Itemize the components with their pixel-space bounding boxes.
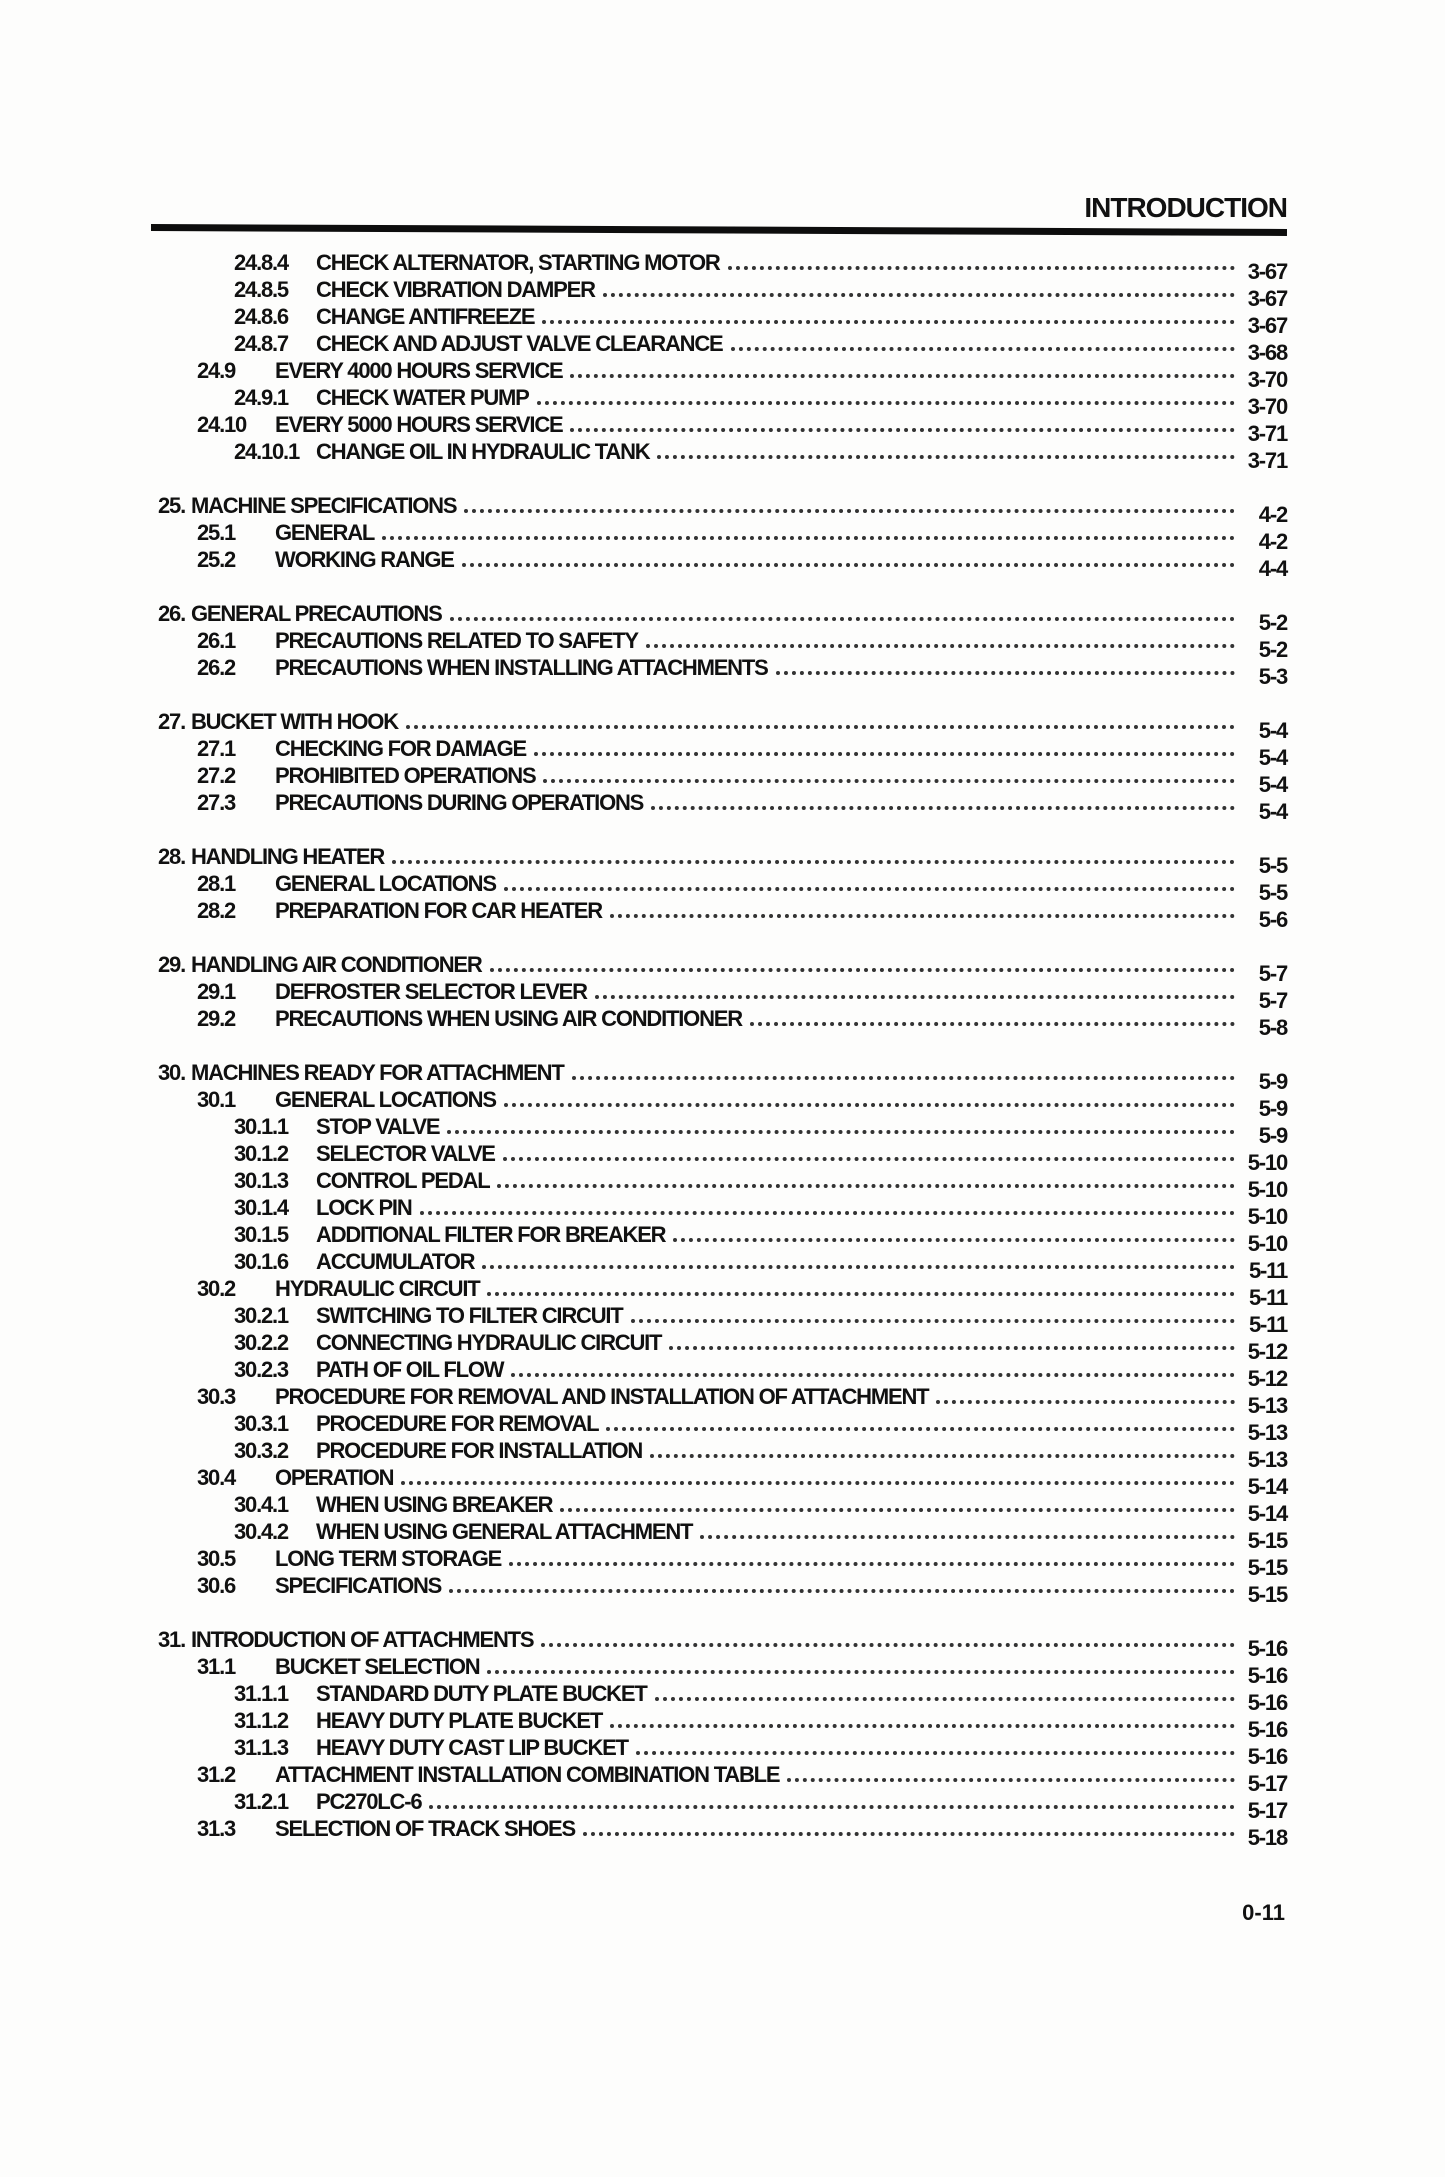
toc-entry-page: 5-13: [1247, 1420, 1287, 1445]
toc-entry-number: 26.1: [197, 628, 236, 653]
toc-entry-number: 30.2: [197, 1276, 236, 1301]
toc-entry[interactable]: [150, 869, 1287, 905]
toc-entry-title: PROHIBITED OPERATIONS: [275, 763, 536, 788]
toc-entry-title: CHECK AND ADJUST VALVE CLEARANCE: [316, 331, 723, 356]
toc-entry-page: 5-4: [1258, 799, 1287, 824]
dot-leader: [631, 1319, 1235, 1323]
toc-entry-page: 5-4: [1258, 772, 1287, 797]
toc-entry-page: 5-5: [1258, 853, 1287, 878]
dot-leader: [655, 1697, 1235, 1701]
toc-entry-number: 30.4.2: [234, 1519, 288, 1544]
toc-entry[interactable]: [150, 1679, 1287, 1715]
dot-leader: [610, 914, 1235, 918]
toc-entry-number: 28.2: [197, 898, 236, 923]
page-number: 0-11: [1242, 1900, 1285, 1925]
dot-leader: [776, 671, 1235, 675]
toc-entry[interactable]: [150, 1544, 1287, 1580]
dot-leader: [401, 1481, 1235, 1485]
dot-leader: [462, 563, 1235, 567]
dot-leader: [603, 293, 1235, 297]
toc-entry-title: LOCK PIN: [316, 1195, 412, 1220]
toc-entry-number: 30.1.3: [234, 1168, 288, 1193]
dot-leader: [750, 1022, 1235, 1026]
toc-entry-number: 31.3: [197, 1816, 236, 1841]
toc-entry-number: 25.: [158, 493, 185, 518]
dot-leader: [447, 1130, 1235, 1134]
toc-entry-number: 30.6: [197, 1573, 236, 1598]
toc-entry[interactable]: [150, 1193, 1287, 1229]
dot-leader: [504, 887, 1235, 891]
dot-leader: [450, 617, 1235, 621]
toc-entry-title: PRECAUTIONS WHEN INSTALLING ATTACHMENTS: [275, 655, 768, 680]
toc-entry-page: 5-9: [1258, 1069, 1287, 1094]
toc-entry-title: PRECAUTIONS RELATED TO SAFETY: [275, 628, 638, 653]
toc-entry[interactable]: [150, 437, 1287, 473]
dot-leader: [464, 509, 1235, 513]
toc-entry-page: 5-2: [1258, 637, 1287, 662]
toc-entry-number: 27.2: [197, 763, 236, 788]
toc-entry-number: 25.1: [197, 520, 236, 545]
toc-entry[interactable]: [150, 1760, 1287, 1796]
toc-entry-number: 30.1.2: [234, 1141, 288, 1166]
toc-entry-number: 24.10: [197, 412, 247, 437]
toc-entry-title: CHECK VIBRATION DAMPER: [316, 277, 595, 302]
toc-entry[interactable]: [150, 1247, 1287, 1283]
toc-entry-number: 27.: [158, 709, 185, 734]
toc-entry[interactable]: [150, 383, 1287, 419]
toc-entry-number: 30.4.1: [234, 1492, 288, 1517]
toc-entry-page: 5-3: [1258, 664, 1287, 689]
toc-entry[interactable]: [150, 950, 1287, 986]
toc-entry-page: 5-16: [1247, 1636, 1287, 1661]
toc-entry-number: 28.1: [197, 871, 236, 896]
toc-entry-title: BUCKET WITH HOOK: [190, 709, 398, 734]
toc-entry-page: 5-15: [1247, 1582, 1287, 1607]
toc-entry-title: PROCEDURE FOR REMOVAL AND INSTALLATION OF ATTACHMENT: [275, 1384, 929, 1409]
toc-entry-number: 30.3.2: [234, 1438, 288, 1463]
toc-entry[interactable]: [150, 1733, 1287, 1769]
toc-entry[interactable]: [150, 1517, 1287, 1553]
toc-entry[interactable]: [150, 761, 1287, 797]
toc-entry-title: DEFROSTER SELECTOR LEVER: [275, 979, 587, 1004]
toc-entry-title: BUCKET SELECTION: [275, 1654, 480, 1679]
dot-leader: [490, 968, 1235, 972]
dot-leader: [504, 1103, 1235, 1107]
toc-entry[interactable]: [150, 1328, 1287, 1364]
toc-entry-number: 31.2: [197, 1762, 236, 1787]
toc-entry-page: 5-2: [1258, 610, 1287, 635]
dot-leader: [606, 1427, 1235, 1431]
toc-entry-title: MACHINES READY FOR ATTACHMENT: [190, 1060, 564, 1085]
dot-leader: [636, 1751, 1235, 1755]
toc-entry-page: 5-4: [1258, 745, 1287, 770]
dot-leader: [700, 1535, 1235, 1539]
toc-entry-page: 5-12: [1247, 1339, 1287, 1364]
toc-entry-number: 31.1.3: [234, 1735, 288, 1760]
toc-entry-page: 3-67: [1247, 259, 1287, 284]
toc-entry-number: 29.2: [197, 1006, 236, 1031]
toc-entry-page: 5-17: [1247, 1798, 1287, 1823]
toc-entry[interactable]: [150, 1625, 1287, 1661]
toc-entry[interactable]: [150, 1139, 1287, 1175]
dot-leader: [570, 428, 1235, 432]
toc-entry-number: 27.1: [197, 736, 236, 761]
toc-entry-number: 29.: [158, 952, 185, 977]
dot-leader: [511, 1373, 1235, 1377]
dot-leader: [541, 1643, 1235, 1647]
toc-entry[interactable]: [150, 1004, 1287, 1040]
toc-entry[interactable]: [150, 896, 1287, 932]
toc-entry-page: 5-14: [1247, 1501, 1287, 1526]
dot-leader: [651, 806, 1235, 810]
toc-entry-page: 5-16: [1247, 1744, 1287, 1769]
toc-entry[interactable]: [150, 1382, 1287, 1418]
toc-entry[interactable]: [150, 1274, 1287, 1310]
toc-entry-page: 5-8: [1258, 1015, 1287, 1040]
toc-entry-title: GENERAL LOCATIONS: [275, 871, 496, 896]
toc-entry-title: HYDRAULIC CIRCUIT: [275, 1276, 480, 1301]
dot-leader: [936, 1400, 1235, 1404]
toc-entry-page: 5-7: [1258, 961, 1287, 986]
toc-entry-number: 30.2.3: [234, 1357, 288, 1382]
toc-entry[interactable]: [150, 977, 1287, 1013]
toc-entry[interactable]: [150, 1220, 1287, 1256]
toc-entry[interactable]: [150, 599, 1287, 635]
toc-entry-title: CHANGE OIL IN HYDRAULIC TANK: [316, 439, 650, 464]
toc-entry-page: 3-68: [1247, 340, 1287, 365]
toc-entry-title: LONG TERM STORAGE: [275, 1546, 502, 1571]
toc-entry-number: 31.1.2: [234, 1708, 288, 1733]
toc-entry-page: 3-67: [1247, 313, 1287, 338]
toc-entry-number: 26.2: [197, 655, 236, 680]
toc-entry-page: 5-16: [1247, 1690, 1287, 1715]
toc-entry-number: 30.1.6: [234, 1249, 288, 1274]
toc-entry-number: 26.: [158, 601, 185, 626]
toc-entry-number: 27.3: [197, 790, 236, 815]
toc-entry[interactable]: [150, 410, 1287, 446]
toc-entry-title: EVERY 4000 HOURS SERVICE: [275, 358, 563, 383]
toc-entry[interactable]: [150, 1058, 1287, 1094]
dot-leader: [657, 455, 1235, 459]
toc-entry-title: CHECK ALTERNATOR, STARTING MOTOR: [316, 250, 720, 275]
toc-entry-page: 5-18: [1247, 1825, 1287, 1850]
toc-entry-number: 31.2.1: [234, 1789, 288, 1814]
toc-entry-page: 4-4: [1258, 556, 1287, 581]
dot-leader: [610, 1724, 1235, 1728]
toc-entry-number: 24.9: [197, 358, 236, 383]
toc-entry-page: 5-6: [1258, 907, 1287, 932]
dot-leader: [542, 320, 1235, 324]
dot-leader: [669, 1346, 1235, 1350]
toc-entry-number: 24.8.5: [234, 277, 288, 302]
dot-leader: [572, 1076, 1235, 1080]
toc-entry-number: 30.3.1: [234, 1411, 288, 1436]
toc-entry-title: GENERAL: [275, 520, 375, 545]
dot-leader: [543, 779, 1235, 783]
toc-entry-number: 28.: [158, 844, 185, 869]
toc-entry[interactable]: [150, 1301, 1287, 1337]
dot-leader: [509, 1562, 1235, 1566]
toc-entry-title: EVERY 5000 HOURS SERVICE: [275, 412, 563, 437]
toc-entry-number: 24.8.6: [234, 304, 288, 329]
toc-entry-title: CONTROL PEDAL: [316, 1168, 490, 1193]
toc-entry-page: 5-7: [1258, 988, 1287, 1013]
toc-entry-page: 5-9: [1258, 1123, 1287, 1148]
toc-entry-page: 5-10: [1247, 1150, 1287, 1175]
toc-entry-number: 24.8.4: [234, 250, 288, 275]
toc-entry-page: 4-2: [1258, 502, 1287, 527]
toc-entry-page: 5-5: [1258, 880, 1287, 905]
toc-entry-page: 4-2: [1258, 529, 1287, 554]
toc-entry-title: SELECTOR VALVE: [316, 1141, 495, 1166]
section-header-title: INTRODUCTION: [1084, 192, 1287, 223]
toc-entry-number: 30.1.1: [234, 1114, 288, 1139]
toc-entry-number: 31.1.1: [234, 1681, 288, 1706]
toc-entry[interactable]: [150, 842, 1287, 878]
toc-entry-title: HANDLING HEATER: [190, 844, 385, 869]
toc-entry[interactable]: [150, 1814, 1287, 1850]
dot-leader: [449, 1589, 1235, 1593]
toc-entry-title: PC270LC-6: [316, 1789, 422, 1814]
header-rule: [151, 224, 1287, 236]
toc-entry-title: HEAVY DUTY PLATE BUCKET: [316, 1708, 603, 1733]
toc-entry-title: INTRODUCTION OF ATTACHMENTS: [190, 1627, 534, 1652]
toc-entry-number: 30.5: [197, 1546, 236, 1571]
toc-entry-title: CONNECTING HYDRAULIC CIRCUIT: [316, 1330, 662, 1355]
toc-entry[interactable]: [150, 275, 1287, 311]
toc-entry-page: 5-10: [1247, 1204, 1287, 1229]
toc-entry-title: WHEN USING BREAKER: [316, 1492, 553, 1517]
dot-leader: [420, 1211, 1235, 1215]
dot-leader: [487, 1670, 1235, 1674]
toc-entry[interactable]: [150, 707, 1287, 743]
toc-entry-title: PROCEDURE FOR REMOVAL: [316, 1411, 599, 1436]
toc-entry-title: SELECTION OF TRACK SHOES: [275, 1816, 575, 1841]
toc-entry-number: 30.3: [197, 1384, 236, 1409]
dot-leader: [497, 1184, 1235, 1188]
table-of-contents: [150, 248, 1287, 1850]
toc-entry-page: 5-16: [1247, 1717, 1287, 1742]
toc-entry[interactable]: [150, 356, 1287, 392]
toc-entry-number: 25.2: [197, 547, 236, 572]
toc-entry[interactable]: [150, 788, 1287, 824]
dot-leader: [382, 536, 1235, 540]
toc-entry-title: ACCUMULATOR: [316, 1249, 475, 1274]
dot-leader: [503, 1157, 1235, 1161]
toc-entry-page: 5-12: [1247, 1366, 1287, 1391]
toc-entry-title: SPECIFICATIONS: [275, 1573, 442, 1598]
toc-entry-page: 5-15: [1247, 1555, 1287, 1580]
toc-entry-page: 5-13: [1247, 1447, 1287, 1472]
toc-entry-title: SWITCHING TO FILTER CIRCUIT: [316, 1303, 623, 1328]
toc-entry-number: 30.1.4: [234, 1195, 288, 1220]
toc-entry-number: 24.9.1: [234, 385, 288, 410]
toc-entry-number: 30.: [158, 1060, 185, 1085]
toc-entry-title: PRECAUTIONS DURING OPERATIONS: [275, 790, 644, 815]
toc-entry[interactable]: [150, 1355, 1287, 1391]
toc-entry[interactable]: [150, 1463, 1287, 1499]
toc-entry-title: STANDARD DUTY PLATE BUCKET: [316, 1681, 647, 1706]
toc-entry-number: 30.2.1: [234, 1303, 288, 1328]
dot-leader: [537, 401, 1235, 405]
toc-entry-number: 31.: [158, 1627, 185, 1652]
dot-leader: [673, 1238, 1235, 1242]
toc-entry-page: 5-17: [1247, 1771, 1287, 1796]
toc-entry[interactable]: [150, 491, 1287, 527]
toc-entry-page: 5-10: [1247, 1177, 1287, 1202]
toc-entry-title: PROCEDURE FOR INSTALLATION: [316, 1438, 643, 1463]
toc-entry-page: 3-71: [1247, 421, 1287, 446]
toc-entry-title: WHEN USING GENERAL ATTACHMENT: [316, 1519, 693, 1544]
toc-entry-title: HANDLING AIR CONDITIONER: [190, 952, 482, 977]
toc-entry-title: HEAVY DUTY CAST LIP BUCKET: [316, 1735, 628, 1760]
toc-entry-title: CHANGE ANTIFREEZE: [316, 304, 535, 329]
dot-leader: [646, 644, 1235, 648]
toc-entry[interactable]: [150, 1787, 1287, 1823]
toc-entry-page: 5-10: [1247, 1231, 1287, 1256]
dot-leader: [570, 374, 1235, 378]
dot-leader: [731, 347, 1235, 351]
toc-entry-title: STOP VALVE: [316, 1114, 440, 1139]
toc-entry-page: 5-11: [1248, 1285, 1287, 1310]
toc-entry-number: 30.1.5: [234, 1222, 288, 1247]
dot-leader: [650, 1454, 1235, 1458]
toc-entry[interactable]: [150, 1436, 1287, 1472]
toc-entry-number: 24.8.7: [234, 331, 288, 356]
dot-leader: [429, 1805, 1235, 1809]
toc-entry-number: 30.4: [197, 1465, 236, 1490]
toc-entry-page: 3-70: [1247, 394, 1287, 419]
toc-entry-page: 5-11: [1248, 1312, 1287, 1337]
toc-entry-title: GENERAL LOCATIONS: [275, 1087, 496, 1112]
toc-entry[interactable]: [150, 1490, 1287, 1526]
toc-entry[interactable]: [150, 518, 1287, 554]
toc-entry-title: OPERATION: [275, 1465, 394, 1490]
toc-entry[interactable]: [150, 1571, 1287, 1607]
toc-entry-page: 5-16: [1247, 1663, 1287, 1688]
toc-entry-number: 30.1: [197, 1087, 236, 1112]
toc-entry-title: PATH OF OIL FLOW: [316, 1357, 504, 1382]
toc-entry-page: 5-11: [1248, 1258, 1287, 1283]
toc-entry-page: 3-67: [1247, 286, 1287, 311]
toc-entry-title: CHECKING FOR DAMAGE: [275, 736, 526, 761]
toc-entry[interactable]: [150, 248, 1287, 284]
toc-entry[interactable]: [150, 626, 1287, 662]
toc-entry[interactable]: [150, 1112, 1287, 1148]
dot-leader: [482, 1265, 1235, 1269]
dot-leader: [560, 1508, 1235, 1512]
toc-entry-number: 24.10.1: [234, 439, 300, 464]
dot-leader: [787, 1778, 1235, 1782]
toc-entry-number: 31.1: [197, 1654, 236, 1679]
toc-entry[interactable]: [150, 1706, 1287, 1742]
dot-leader: [392, 860, 1235, 864]
toc-entry[interactable]: [150, 734, 1287, 770]
dot-leader: [583, 1832, 1235, 1836]
toc-entry[interactable]: [150, 1166, 1287, 1202]
toc-entry-page: 5-9: [1258, 1096, 1287, 1121]
dot-leader: [487, 1292, 1235, 1296]
toc-entry-page: 3-71: [1247, 448, 1287, 473]
toc-entry-title: PRECAUTIONS WHEN USING AIR CONDITIONER: [275, 1006, 742, 1031]
toc-entry-title: WORKING RANGE: [275, 547, 454, 572]
toc-entry-page: 3-70: [1247, 367, 1287, 392]
toc-entry-title: PREPARATION FOR CAR HEATER: [275, 898, 602, 923]
toc-entry-page: 5-4: [1258, 718, 1287, 743]
toc-entry-page: 5-15: [1247, 1528, 1287, 1553]
toc-entry[interactable]: [150, 1085, 1287, 1121]
dot-leader: [728, 266, 1235, 270]
toc-entry-title: MACHINE SPECIFICATIONS: [190, 493, 457, 518]
toc-entry-title: ADDITIONAL FILTER FOR BREAKER: [316, 1222, 666, 1247]
toc-entry[interactable]: [150, 302, 1287, 338]
toc-entry[interactable]: [150, 545, 1287, 581]
toc-entry[interactable]: [150, 653, 1287, 689]
dot-leader: [406, 725, 1235, 729]
toc-entry-number: 30.2.2: [234, 1330, 288, 1355]
toc-entry[interactable]: [150, 1409, 1287, 1445]
toc-entry-page: 5-13: [1247, 1393, 1287, 1418]
toc-entry[interactable]: [150, 1652, 1287, 1688]
dot-leader: [595, 995, 1235, 999]
dot-leader: [534, 752, 1235, 756]
toc-entry[interactable]: [150, 329, 1287, 365]
toc-entry-page: 5-14: [1247, 1474, 1287, 1499]
toc-entry-title: ATTACHMENT INSTALLATION COMBINATION TABLE: [275, 1762, 780, 1787]
toc-entry-number: 29.1: [197, 979, 236, 1004]
toc-entry-title: CHECK WATER PUMP: [316, 385, 529, 410]
toc-entry-title: GENERAL PRECAUTIONS: [190, 601, 442, 626]
